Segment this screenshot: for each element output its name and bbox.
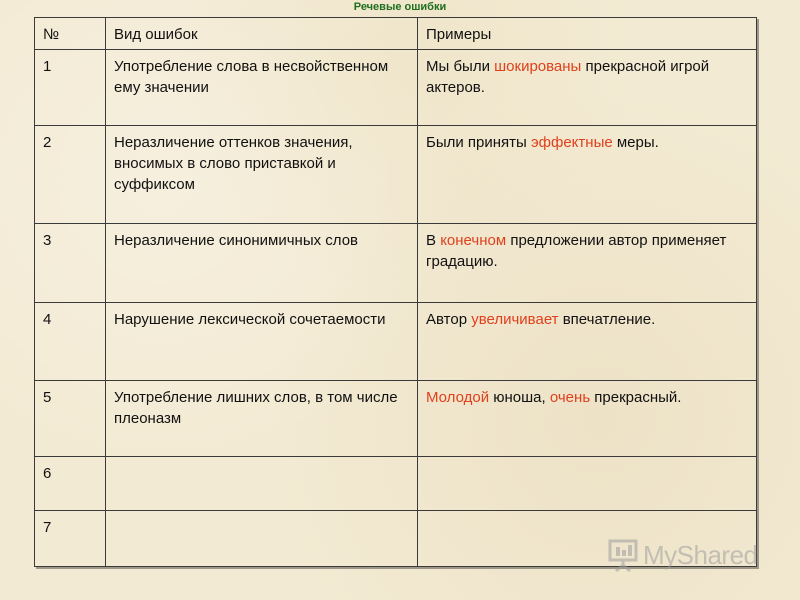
table-row: [35, 224, 757, 303]
highlighted-word: очень: [549, 389, 591, 406]
example-text: меры.: [612, 134, 659, 151]
example-text: впечатление.: [558, 311, 656, 328]
example-text: прекрасный.: [590, 389, 682, 406]
row-number: 7: [35, 511, 106, 567]
highlighted-word: увеличивает: [471, 311, 559, 328]
example-text: прекрасной игрой актеров.: [426, 58, 710, 96]
example-text: Автор: [426, 311, 472, 328]
example-text: Были приняты: [426, 134, 531, 151]
row-error-type: Употребление лишних слов, в том числе плеоназм: [106, 381, 418, 457]
row-error-type: Употребление слова в несвойственном ему значении: [106, 50, 418, 126]
header-number: №: [35, 18, 106, 50]
row-number: 5: [35, 381, 106, 457]
highlighted-word: эффектные: [531, 134, 613, 151]
table-row: [35, 50, 757, 126]
example-text: Мы были: [426, 58, 495, 75]
table-row: [35, 381, 757, 457]
highlighted-word: Молодой: [426, 389, 490, 406]
highlighted-word: шокированы: [494, 58, 582, 75]
row-number: 3: [35, 224, 106, 303]
row-example: [418, 126, 757, 224]
table-header-row: [35, 18, 757, 50]
row-number: 2: [35, 126, 106, 224]
table-row: [35, 126, 757, 224]
example-text: В: [426, 232, 441, 249]
row-error-type: [106, 457, 418, 511]
example-text: предложении автор применяет градацию.: [426, 232, 727, 270]
row-error-type: Нарушение лексической сочетаемости: [106, 303, 418, 381]
row-number: 6: [35, 457, 106, 511]
row-example: [418, 303, 757, 381]
header-error-type: Вид ошибок: [106, 18, 418, 50]
speech-errors-table: [34, 17, 757, 567]
row-number: 1: [35, 50, 106, 126]
row-example: [418, 50, 757, 126]
table-row: [35, 303, 757, 381]
header-examples: Примеры: [418, 18, 757, 50]
row-example: [418, 224, 757, 303]
table-row: [35, 457, 757, 511]
row-number: 4: [35, 303, 106, 381]
row-error-type: Неразличение синонимичных слов: [106, 224, 418, 303]
slide-title: Речевые ошибки: [353, 1, 447, 13]
row-error-type: [106, 511, 418, 567]
myshared-watermark: [607, 535, 758, 575]
presentation-board-icon: [607, 538, 639, 572]
row-error-type: Неразличение оттенков значения, вносимых в слово приставкой и суффиксом: [106, 126, 418, 224]
watermark-text: MyShared: [643, 539, 758, 570]
example-text: юноша,: [489, 389, 550, 406]
highlighted-word: конечном: [440, 232, 507, 249]
row-example: [418, 381, 757, 457]
row-example: [418, 457, 757, 511]
